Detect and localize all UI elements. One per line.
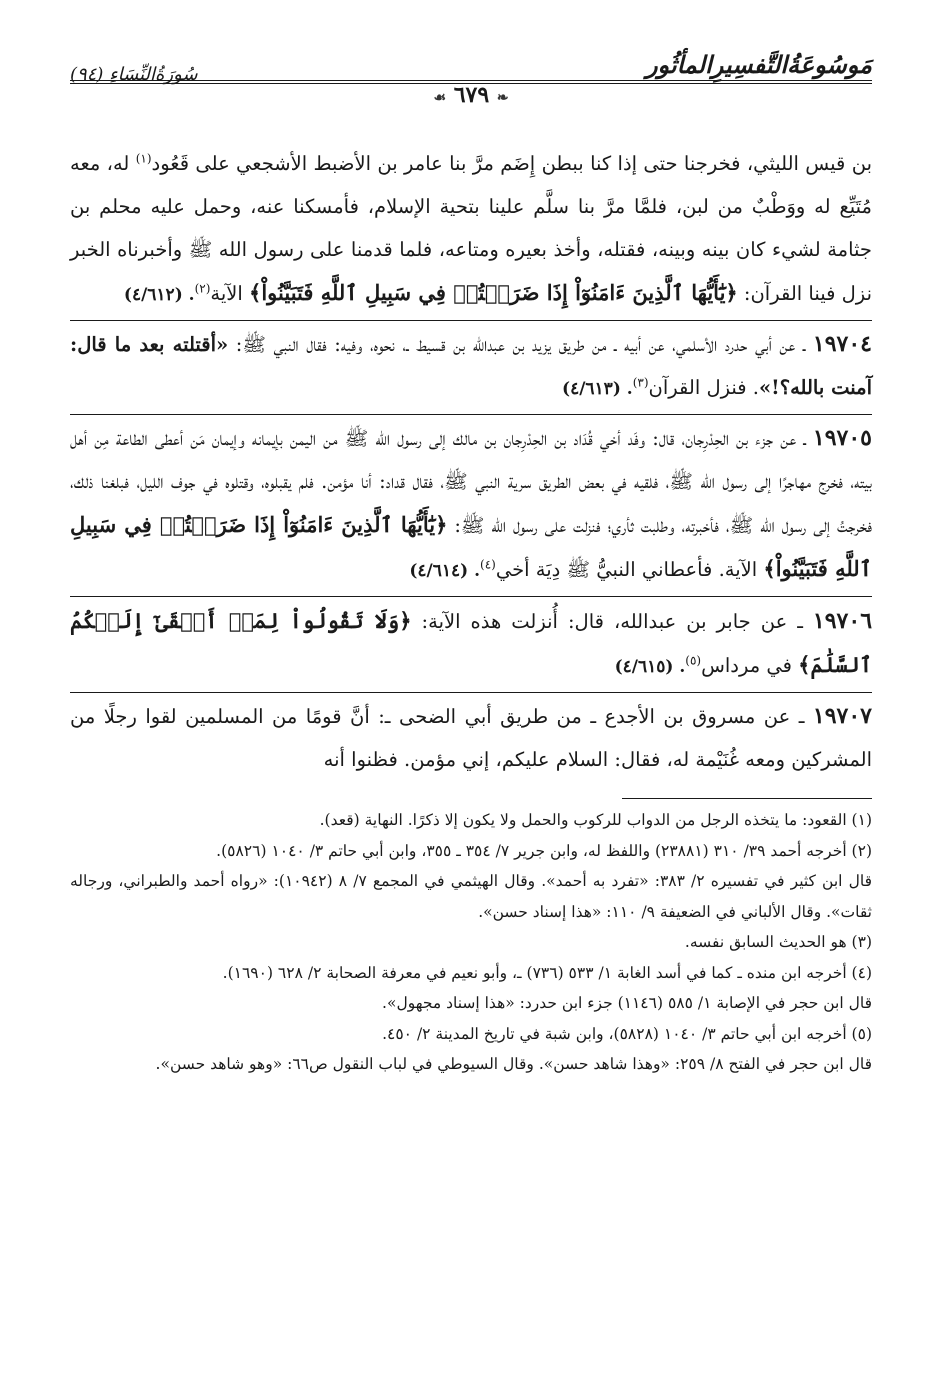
paragraph-text: في مرداس: [701, 654, 799, 677]
volume-reference: . (٤/٦١٢): [123, 285, 195, 305]
volume-reference: . (٤/٦١٥): [614, 657, 686, 677]
paragraph-text: ـ عن جابر بن عبدالله، قال: أُنزلت هذه الآية:: [411, 610, 813, 633]
paragraph-text: ـ عن جزء بن الحِدْرِجان، قال: وفَد أخي قُدَاد بن الحِدْرِجان بن مالك إلى رسول الله ﷺ من اليمن بإيمانه وإيمان مَن أعطى الطاعة مِن أهل بيته، فخرج مهاجرًا إلى رسول الله ﷺ، فلقيه في بعض الطريق سرية النبي ﷺ، فقال قداد: أنا مؤمن. فلم يقبلوه، وقتلوه في جوف الليل، فبلغنا ذلك، فخرجتُ إلى رسول الله ﷺ، فأخبرته، وطلبت ثأري؛ فنزلت على رسول الله ﷺ:: [70, 427, 872, 537]
ornament-icon: ❧: [496, 90, 509, 106]
hadith-paragraph: [70, 414, 872, 596]
page-header: [70, 48, 872, 108]
hadith-paragraph: [70, 692, 872, 784]
footnote-marker: (١): [135, 151, 152, 166]
hadith-paragraph: [70, 596, 872, 692]
quran-verse: ﴿يَٰٓأَيُّهَا ٱلَّذِينَ ءَامَنُوٓاْ إِذَا ضَرَبۡتُمۡ فِي سَبِيلِ ٱللَّهِ فَتَبَيَّنُواْ﴾: [249, 280, 738, 305]
footnote: (١) القعود: ما يتخذه الرجل من الدواب للركوب والحمل ولا يكون إلا ذكرًا. النهاية (قعد).: [319, 811, 872, 829]
page-number-block: [433, 82, 508, 108]
paragraph-text: بن قيس الليثي، فخرجنا حتى إذا كنا ببطن إِضَم مرَّ بنا عامر بن الأضبط الأشجعي على قَعُود: [151, 152, 872, 175]
footnote: (٥) أخرجه ابن أبي حاتم ٣/ ١٠٤٠ (٥٨٢٨)، وابن شبة في تاريخ المدينة ٢/ ٤٥٠.: [382, 1024, 872, 1043]
quran-verse: ﴿وَلَا تَقُولُواْ لِمَنۡ أَلۡقَىٰٓ إِلَيۡكُمُ ٱلسَّلَٰمَ﴾: [70, 608, 872, 677]
footnote-separator: [622, 798, 872, 799]
volume-reference: . (٤/٦١٤): [409, 561, 480, 581]
ornament-icon: ☙: [433, 90, 447, 106]
footnote: (٤) أخرجه ابن منده ـ كما في أسد الغابة ١/ ٥٣٣ (٧٣٦) ـ، وأبو نعيم في معرفة الصحابة ٢/ ٦٢٨ (١٦٩٠).: [222, 963, 872, 982]
footnote-marker: (٣): [632, 375, 649, 390]
surah-label: سُورَةُالنِّسَاءِ (٩٤): [70, 64, 198, 85]
paragraph-text: ـ عن مسروق بن الأجدع ـ من طريق أبي الضحى ـ: أنَّ قومًا من المسلمين لقوا رجلًا من المشركين ومعه غُنَيْمة له، فقال: السلام عليكم، إني مؤمن. فظنوا أنه: [70, 705, 872, 771]
footnotes: [70, 805, 872, 1080]
footnote: (٣) هو الحديث السابق نفسه.: [684, 933, 872, 951]
paragraph-text: . فنزل القرآن: [648, 376, 759, 399]
paragraph-text: الآية. فأعطاني النبيُّ ﷺ دِيَة أخي: [495, 558, 764, 581]
footnote-marker: (٢): [194, 281, 211, 296]
footnote-marker: (٤): [480, 557, 496, 572]
paragraph-text: الآية: [210, 282, 250, 305]
hadith-number: ١٩٧٠٦: [812, 608, 873, 634]
main-text: [70, 142, 872, 784]
hadith-number: ١٩٧٠٤: [812, 331, 872, 357]
footnote: (٢) أخرجه أحمد ٣٩/ ٣١٠ (٢٣٨٨١) واللفظ له، وابن جرير ٧/ ٣٥٤ ـ ٣٥٥، وابن أبي حاتم ٣/ ١٠٤٠ (٥٨٢٦).: [216, 841, 872, 860]
prophet-quote: «أقتلته بعد ما قال: آمنت بالله؟!»: [70, 333, 872, 399]
footnote: قال ابن حجر في الإصابة ١/ ٥٨٥ (١١٤٦) جزء ابن حدرد: «هذا إسناد مجهول».: [382, 994, 872, 1012]
page-number: ٦٧٩: [453, 82, 490, 108]
footnote: قال ابن كثير في تفسيره ٢/ ٣٨٣: «تفرد به أحمد». وقال الهيثمي في المجمع ٧/ ٨ (١٠٩٤٢): «رواه أحمد والطبراني، ورجاله ثقات». وقال الألباني في الضعيفة ٩/ ١١٠: «هذا إسناد حسن».: [70, 872, 872, 921]
paragraph-continued: [70, 142, 872, 320]
footnote: قال ابن حجر في الفتح ٨/ ٢٥٩: «وهذا شاهد حسن». وقال السيوطي في لباب النقول ص٦٦: «وهو شاهد حسن».: [155, 1055, 872, 1073]
quran-verse: ﴿يَٰٓأَيُّهَا ٱلَّذِينَ ءَامَنُوٓاْ إِذَا ضَرَبۡتُمۡ فِي سَبِيلِ ٱللَّهِ فَتَبَيَّنُواْ﴾: [70, 512, 872, 581]
page: [70, 48, 872, 1338]
paragraph-text: له، معه مُتَيِّع له ووَطْبٌ من لبن، فلمَّا مرَّ بنا سلَّم علينا بتحية الإسلام، فأمسكنا عنه، وحمل عليه محلم بن جثامة لشيء كان بينه وبينه، فقتله، وأخذ بعيره ومتاعه، فلما قدمنا على رسول الله ﷺ وأخبرناه الخبر نزل فينا القرآن:: [70, 152, 872, 305]
hadith-paragraph: [70, 320, 872, 414]
hadith-number: ١٩٧٠٥: [812, 425, 872, 451]
hadith-number: ١٩٧٠٧: [812, 703, 872, 729]
volume-reference: . (٤/٦١٣): [562, 379, 633, 399]
footnote-marker: (٥): [685, 653, 702, 668]
book-title: مَوسُوعَةُالتَّفسِيرِالمأثُور: [645, 50, 872, 79]
paragraph-text: ـ عن أبي حدرد الأسلمي، عن أبيه ـ من طريق يزيد بن عبدالله بن قسيط ـ، نحوه، وفيه: فقال النبي ﷺ:: [228, 333, 813, 356]
